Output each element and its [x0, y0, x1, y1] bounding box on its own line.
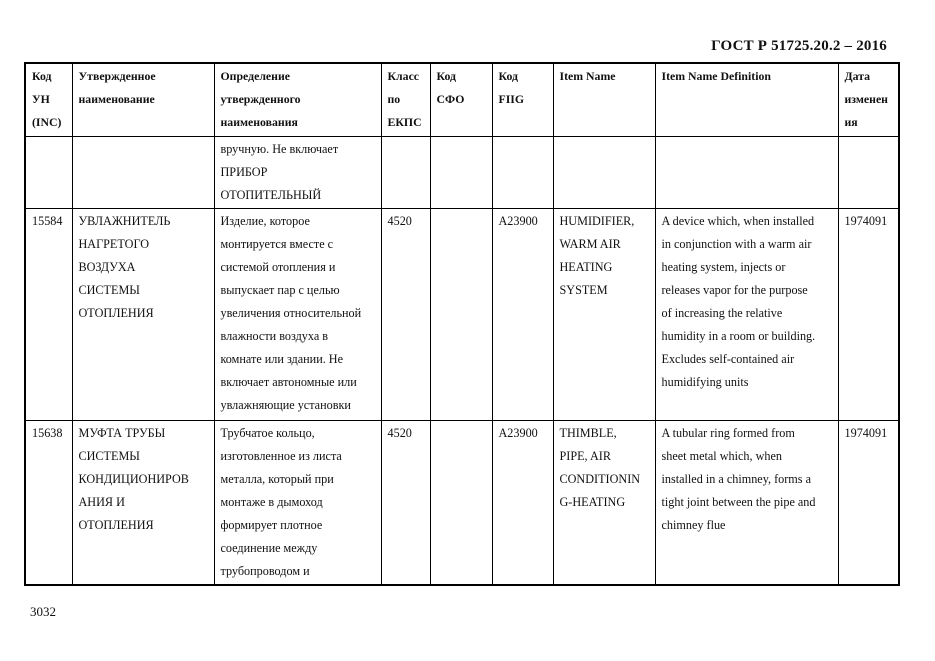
- table-row: [25, 208, 899, 420]
- cell-fiig-code: A23900: [492, 420, 553, 585]
- standard-designation: ГОСТ Р 51725.20.2 – 2016: [711, 38, 887, 54]
- cell-inc-code: 15584: [25, 208, 72, 420]
- cell-item-definition: A device which, when installed in conjunction with a warm air heating system, injects or releases vapor for the purpose of increasing the relative humidity in a room or building. Excludes self-contained air humidifying units: [655, 208, 838, 420]
- cell-approved-name: МУФТА ТРУБЫ СИСТЕМЫ КОНДИЦИОНИРОВ АНИЯ И ОТОПЛЕНИЯ: [72, 420, 214, 585]
- table-header-row: [25, 63, 899, 136]
- cell-definition: вручную. Не включает ПРИБОР ОТОПИТЕЛЬНЫЙ: [214, 136, 381, 208]
- col-header-inc-code: Код УН (INC): [25, 63, 72, 136]
- classifier-table: [24, 62, 900, 586]
- cell-item-name: THIMBLE, PIPE, AIR CONDITIONIN G-HEATING: [553, 420, 655, 585]
- cell-approved-name: УВЛАЖНИТЕЛЬ НАГРЕТОГО ВОЗДУХА СИСТЕМЫ ОТОПЛЕНИЯ: [72, 208, 214, 420]
- cell-inc-code: [25, 136, 72, 208]
- cell-ekps-class: [381, 136, 430, 208]
- cell-ekps-class: 4520: [381, 208, 430, 420]
- col-header-change-date: Дата изменен ия: [838, 63, 899, 136]
- cell-ekps-class: 4520: [381, 420, 430, 585]
- cell-inc-code: 15638: [25, 420, 72, 585]
- col-header-item-name: Item Name: [553, 63, 655, 136]
- col-header-sfo-code: Код СФО: [430, 63, 492, 136]
- cell-change-date: 1974091: [838, 420, 899, 585]
- cell-fiig-code: A23900: [492, 208, 553, 420]
- page-number: 3032: [30, 604, 56, 619]
- cell-item-name: HUMIDIFIER, WARM AIR HEATING SYSTEM: [553, 208, 655, 420]
- cell-definition: Трубчатое кольцо, изготовленное из листа металла, который при монтаже в дымоход формирует плотное соединение между трубопроводом и: [214, 420, 381, 585]
- cell-sfo-code: [430, 136, 492, 208]
- cell-change-date: [838, 136, 899, 208]
- col-header-ekps-class: Класс по ЕКПС: [381, 63, 430, 136]
- cell-definition: Изделие, которое монтируется вместе с системой отопления и выпускает пар с целью увеличения относительной влажности воздуха в комнате или здании. Не включает автономные или увлажняющие установки: [214, 208, 381, 420]
- cell-approved-name: [72, 136, 214, 208]
- table-row: [25, 136, 899, 208]
- cell-sfo-code: [430, 208, 492, 420]
- cell-item-name: [553, 136, 655, 208]
- cell-item-definition: A tubular ring formed from sheet metal which, when installed in a chimney, forms a tight joint between the pipe and chimney flue: [655, 420, 838, 585]
- col-header-approved-name: Утвержденное наименование: [72, 63, 214, 136]
- cell-change-date: 1974091: [838, 208, 899, 420]
- cell-item-definition: [655, 136, 838, 208]
- cell-fiig-code: [492, 136, 553, 208]
- col-header-definition: Определение утвержденного наименования: [214, 63, 381, 136]
- table-row: [25, 420, 899, 585]
- col-header-fiig-code: Код FIIG: [492, 63, 553, 136]
- cell-sfo-code: [430, 420, 492, 585]
- col-header-item-definition: Item Name Definition: [655, 63, 838, 136]
